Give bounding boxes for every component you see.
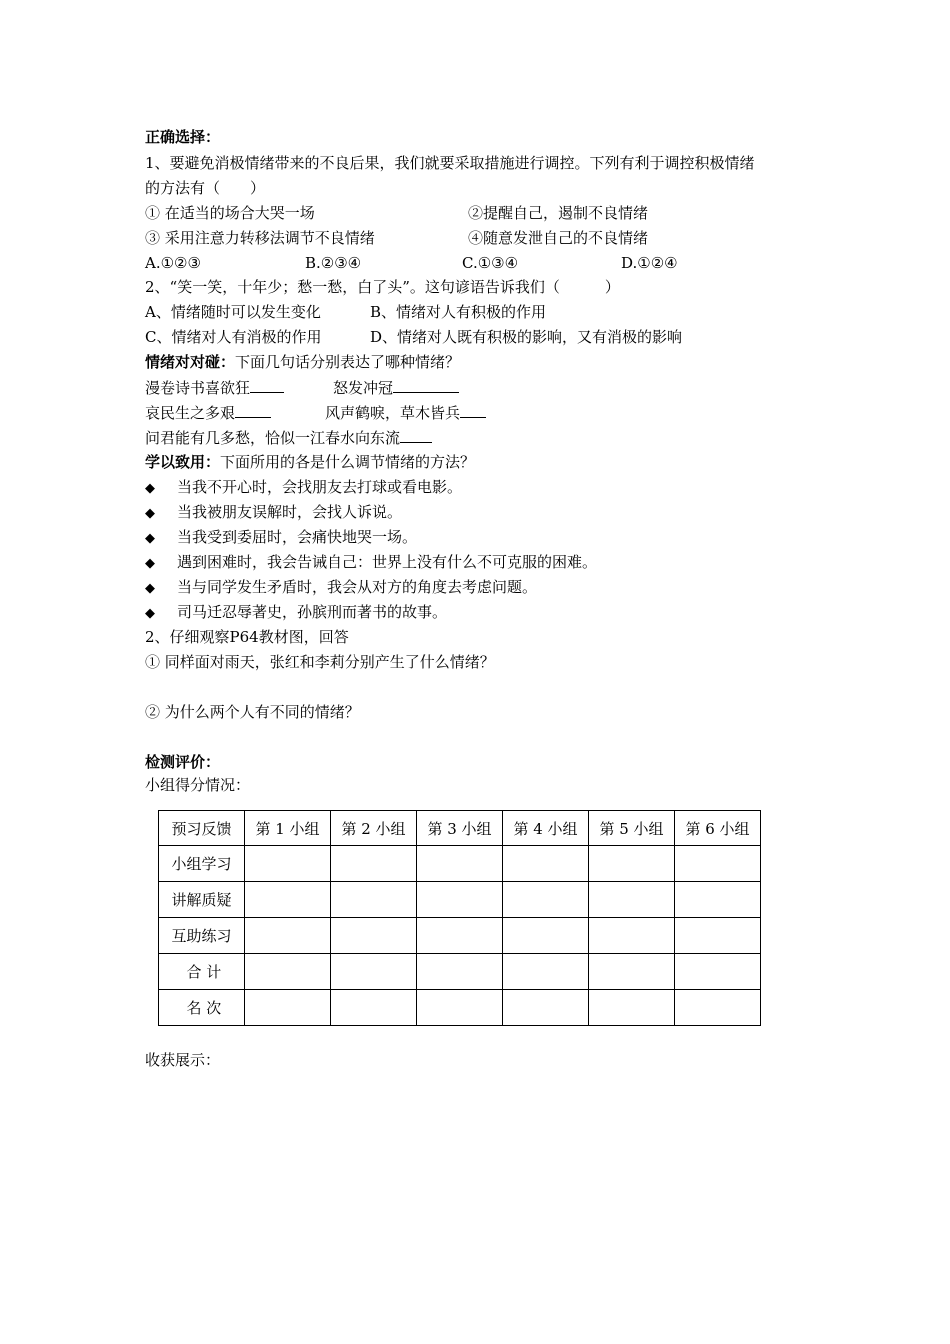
answer-blank-4[interactable] — [460, 402, 486, 418]
diamond-bullet-icon: ◆ — [145, 581, 155, 596]
question-1-line-1: 1、要避免消极情绪带来的不良后果，我们就要采取措施进行调控。下列有利于调控积极情绪 — [145, 154, 755, 172]
score-cell[interactable] — [589, 990, 675, 1026]
score-cell[interactable] — [331, 882, 417, 918]
poem-line-3 — [145, 402, 271, 423]
poem-text-1: 漫卷诗书喜欲狂 — [145, 379, 251, 397]
score-cell[interactable] — [245, 954, 331, 990]
table-header-cell: 第 3 小组 — [417, 811, 503, 846]
table-row — [159, 990, 761, 1026]
section-heading-assessment: 检测评价： — [145, 753, 221, 771]
score-cell[interactable] — [331, 846, 417, 882]
score-cell[interactable] — [417, 882, 503, 918]
row-label-cell: 讲解质疑 — [159, 882, 245, 918]
method-item — [145, 527, 417, 549]
observe-question: 2、仔细观察P64教材图，回答 — [145, 628, 349, 646]
answer-blank-5[interactable] — [400, 427, 432, 443]
score-cell[interactable] — [675, 882, 761, 918]
table-header-cell: 第 1 小组 — [245, 811, 331, 846]
q1-answer-d: D.①②④ — [621, 254, 678, 272]
score-cell[interactable] — [589, 954, 675, 990]
score-cell[interactable] — [503, 954, 589, 990]
q1-answer-a: A.①②③ — [145, 254, 201, 272]
poem-text-3: 哀民生之多艰 — [145, 404, 236, 422]
method-item-text: 司马迁忍辱著史，孙膑刑而著书的故事。 — [177, 603, 448, 621]
row-label-cell: 合 计 — [159, 954, 245, 990]
diamond-bullet-icon: ◆ — [145, 506, 155, 521]
emotion-match-instruction: 下面几句话分别表达了哪种情绪？ — [235, 353, 461, 371]
method-item — [145, 502, 402, 524]
answer-blank-1[interactable] — [250, 377, 284, 393]
diamond-bullet-icon: ◆ — [145, 606, 155, 621]
score-cell[interactable] — [331, 918, 417, 954]
score-cell[interactable] — [675, 918, 761, 954]
q1-option-2: ②提醒自己，遏制不良情绪 — [468, 204, 649, 222]
score-cell[interactable] — [331, 990, 417, 1026]
apply-learning-instruction: 下面所用的各是什么调节情绪的方法？ — [220, 453, 476, 471]
method-item — [145, 602, 447, 624]
section-heading-emotion-match: 情绪对对碰： — [145, 353, 236, 371]
poem-text-5: 问君能有几多愁，恰似一江春水向东流 — [145, 429, 401, 447]
score-cell[interactable] — [675, 846, 761, 882]
score-cell[interactable] — [417, 990, 503, 1026]
q1-option-3: ③ 采用注意力转移法调节不良情绪 — [145, 229, 375, 247]
table-header-cell: 第 5 小组 — [589, 811, 675, 846]
table-row — [159, 918, 761, 954]
poem-text-4: 风声鹤唳，草木皆兵 — [325, 404, 461, 422]
row-label-cell: 小组学习 — [159, 846, 245, 882]
score-cell[interactable] — [589, 846, 675, 882]
emotion-match-intro-line — [145, 352, 460, 372]
table-header-cell: 第 6 小组 — [675, 811, 761, 846]
score-cell[interactable] — [675, 990, 761, 1026]
section-heading-correct-choice: 正确选择： — [145, 128, 221, 146]
poem-line-1 — [145, 377, 284, 398]
score-cell[interactable] — [245, 882, 331, 918]
method-item-text: 遇到困难时，我会告诫自己：世界上没有什么不可克服的困难。 — [177, 553, 598, 571]
question-2-line: 2、“笑一笑，十年少；愁一愁，白了头”。这句谚语告诉我们（ ） — [145, 278, 620, 296]
method-item-text: 当我不开心时，会找朋友去打球或看电影。 — [177, 478, 463, 496]
table-row — [159, 954, 761, 990]
score-cell[interactable] — [589, 918, 675, 954]
question-1-line-2: 的方法有（ ） — [145, 179, 266, 197]
q2-option-d: D、情绪对人既有积极的影响，又有消极的影响 — [370, 328, 683, 346]
diamond-bullet-icon: ◆ — [145, 481, 155, 496]
method-item-text: 当我被朋友误解时，会找人诉说。 — [177, 503, 403, 521]
score-cell[interactable] — [503, 882, 589, 918]
score-cell[interactable] — [245, 846, 331, 882]
score-cell[interactable] — [245, 990, 331, 1026]
row-label-cell: 名 次 — [159, 990, 245, 1026]
harvest-display-label: 收获展示： — [145, 1051, 221, 1069]
section-heading-apply-learning: 学以致用： — [145, 453, 221, 471]
score-cell[interactable] — [331, 954, 417, 990]
score-cell[interactable] — [417, 954, 503, 990]
table-header-row — [159, 811, 761, 846]
poem-line-4 — [325, 402, 486, 423]
method-item — [145, 477, 462, 499]
score-cell[interactable] — [675, 954, 761, 990]
score-cell[interactable] — [503, 918, 589, 954]
group-score-table — [158, 810, 761, 1026]
diamond-bullet-icon: ◆ — [145, 531, 155, 546]
method-item-text: 当与同学发生矛盾时，我会从对方的角度去考虑问题。 — [177, 578, 538, 596]
poem-text-2: 怒发冲冠 — [333, 379, 394, 397]
q1-option-1: ① 在适当的场合大哭一场 — [145, 204, 315, 222]
answer-blank-2[interactable] — [393, 377, 459, 393]
apply-learning-intro-line — [145, 452, 475, 472]
answer-blank-3[interactable] — [235, 402, 271, 418]
method-item — [145, 552, 597, 574]
q1-answer-c: C.①③④ — [462, 254, 519, 272]
diamond-bullet-icon: ◆ — [145, 556, 155, 571]
score-cell[interactable] — [245, 918, 331, 954]
q2-option-a: A、情绪随时可以发生变化 — [145, 303, 321, 321]
method-item-text: 当我受到委屈时，会痛快地哭一场。 — [177, 528, 418, 546]
q1-answer-b: B.②③④ — [305, 254, 362, 272]
q2-option-c: C、情绪对人有消极的作用 — [145, 328, 322, 346]
poem-line-2 — [333, 377, 459, 398]
observe-subquestion-1: ① 同样面对雨天，张红和李莉分别产生了什么情绪？ — [145, 653, 495, 671]
table-row — [159, 846, 761, 882]
score-cell[interactable] — [417, 846, 503, 882]
score-cell[interactable] — [589, 882, 675, 918]
score-cell[interactable] — [503, 990, 589, 1026]
poem-line-5 — [145, 427, 432, 448]
row-label-cell: 互助练习 — [159, 918, 245, 954]
table-header-cell: 预习反馈 — [159, 811, 245, 846]
score-cell[interactable] — [417, 918, 503, 954]
table-header-cell: 第 4 小组 — [503, 811, 589, 846]
group-score-subheading: 小组得分情况： — [145, 776, 251, 794]
method-item — [145, 577, 537, 599]
table-row — [159, 882, 761, 918]
score-cell[interactable] — [503, 846, 589, 882]
q1-option-4: ④随意发泄自己的不良情绪 — [468, 229, 649, 247]
q2-option-b: B、情绪对人有积极的作用 — [370, 303, 547, 321]
observe-subquestion-2: ② 为什么两个人有不同的情绪？ — [145, 703, 360, 721]
table-header-cell: 第 2 小组 — [331, 811, 417, 846]
